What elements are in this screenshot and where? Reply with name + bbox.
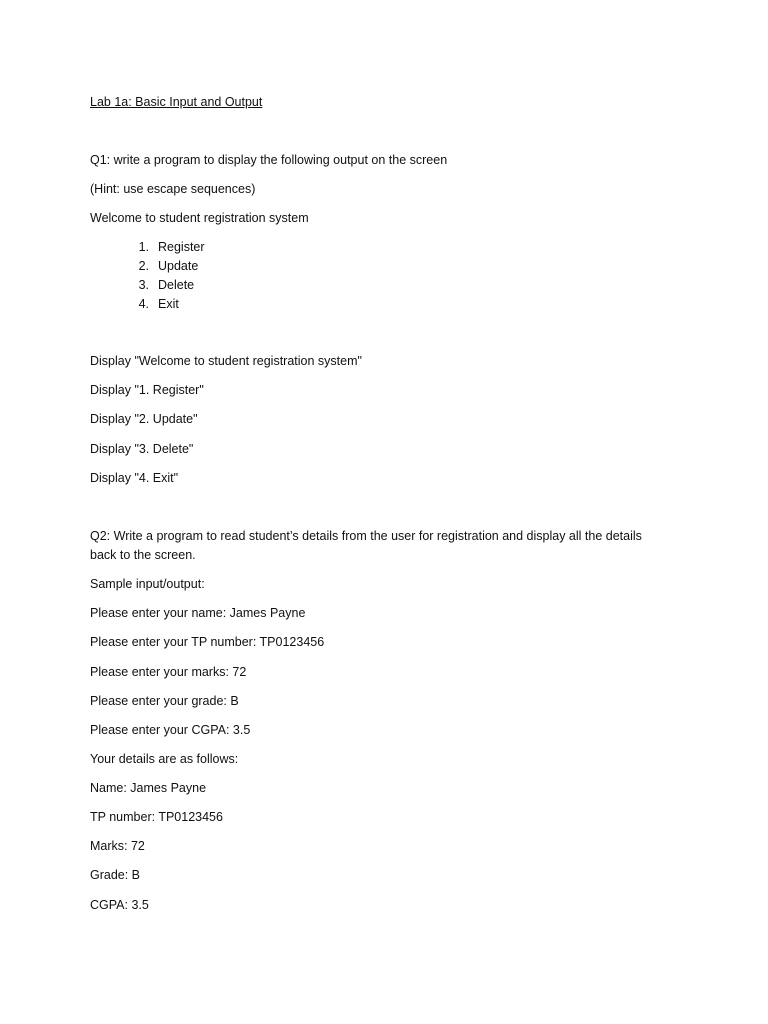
sample-output-line: TP number: TP0123456: [90, 810, 223, 824]
sample-output-line: Name: James Payne: [90, 781, 207, 795]
menu-item-number: 4.: [138, 297, 149, 311]
menu-item-label: Delete: [158, 278, 195, 292]
q1-welcome-text: Welcome to student registration system: [90, 211, 309, 225]
sample-input-line: Please enter your name: James Payne: [90, 606, 306, 620]
pseudocode-line: Display "2. Update": [90, 412, 198, 426]
menu-item-label: Update: [158, 259, 199, 273]
sample-input-line: Please enter your TP number: TP0123456: [90, 635, 325, 649]
menu-item-number: 3.: [138, 278, 149, 292]
q1-hint: (Hint: use escape sequences): [90, 182, 256, 196]
sample-output-line: Marks: 72: [90, 839, 145, 853]
pseudocode-line: Display "4. Exit": [90, 471, 179, 485]
output-heading: Your details are as follows:: [90, 752, 239, 766]
lab-title: Lab 1a: Basic Input and Output: [90, 95, 263, 109]
sample-output-line: Grade: B: [90, 868, 141, 882]
menu-item-label: Register: [158, 240, 205, 254]
menu-item-label: Exit: [158, 297, 179, 311]
sample-heading: Sample input/output:: [90, 577, 205, 591]
q1-question: Q1: write a program to display the following output on the screen: [90, 153, 448, 167]
menu-item-number: 2.: [138, 259, 149, 273]
sample-input-line: Please enter your CGPA: 3.5: [90, 723, 251, 737]
q2-question: Q2: Write a program to read student’s details from the user for registration and display all the details back to the screen.: [90, 529, 642, 562]
sample-output-line: CGPA: 3.5: [90, 898, 149, 912]
sample-input-line: Please enter your grade: B: [90, 694, 239, 708]
sample-input-line: Please enter your marks: 72: [90, 665, 247, 679]
pseudocode-line: Display "1. Register": [90, 383, 204, 397]
pseudocode-line: Display "3. Delete": [90, 442, 194, 456]
menu-item-number: 1.: [138, 240, 149, 254]
pseudocode-line: Display "Welcome to student registration system": [90, 354, 362, 368]
